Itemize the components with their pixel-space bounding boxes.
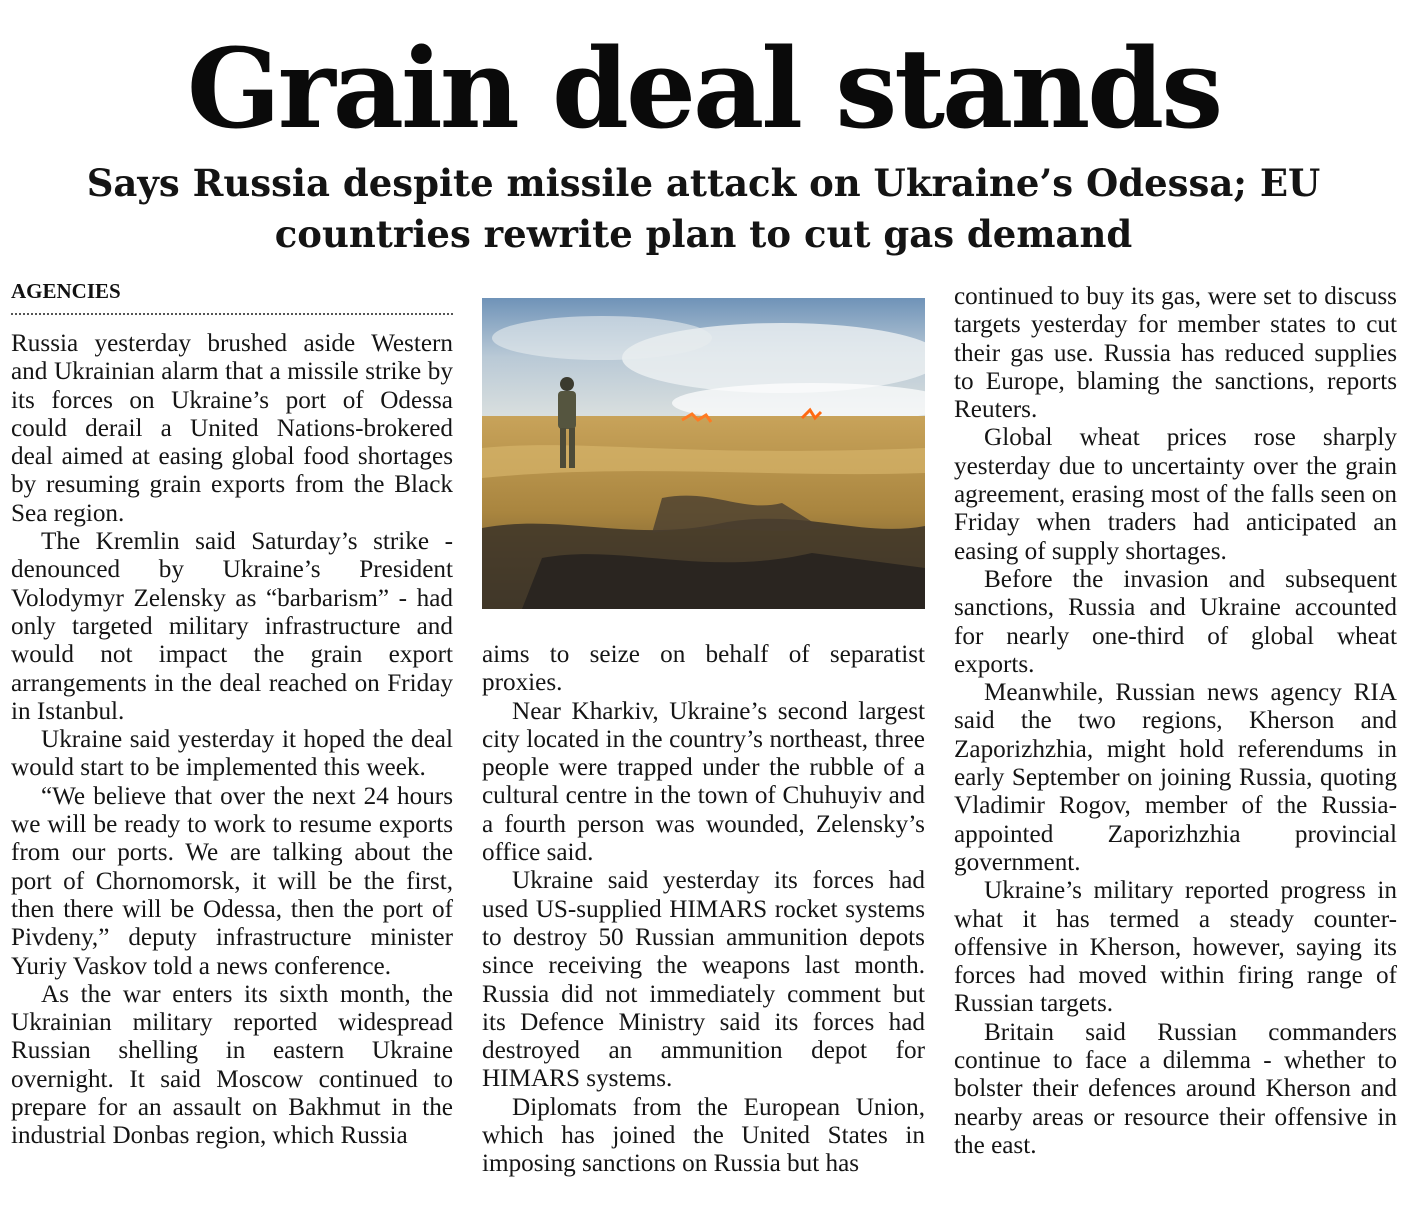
subheadline: Says Russia despite missile attack on Ukraine’s Odessa; EU countries rewrite plan to cut gas demand (86, 161, 1321, 256)
article-column-3 (954, 283, 1397, 1160)
paragraph: Ukraine said yesterday it hoped the deal would start to be implemented this week. (11, 726, 453, 782)
paragraph: Britain said Russian commanders continue to face a dilemma - whether to bolster their defences around Kherson and nearby areas or resource their offensive in the east. (954, 1018, 1397, 1159)
paragraph: As the war enters its sixth month, the Ukrainian military reported widespread Russian shelling in eastern Ukraine overnight. It said Moscow continued to prepare for an assault on Bakhmut in the industrial Donbas region, which Russia (11, 980, 453, 1150)
paragraph: Meanwhile, Russian news agency RIA said the two regions, Kherson and Zaporizhzhia, might hold referendums in early September on joining Russia, quoting Vladimir Rogov, member of the Russia-appointed Zaporizhzhia provincial government. (954, 679, 1397, 876)
paragraph: The Kremlin said Saturday’s strike - denounced by Ukraine’s President Volodymyr Zelensky as “barbarism” - had only targeted military infrastructure and would not impact the grain export arrangements in the deal reached on Friday in Istanbul. (11, 528, 453, 725)
soldier-in-burning-field-photo (482, 298, 925, 609)
article-column-1 (11, 330, 453, 1151)
paragraph: continued to buy its gas, were set to discuss targets yesterday for member states to cut their gas use. Russia has reduced supplies to Europe, blaming the sanctions, reports Reuters. (954, 283, 1397, 424)
paragraph: aims to seize on behalf of separatist proxies. (482, 641, 925, 697)
paragraph: Near Kharkiv, Ukraine’s second largest city located in the country’s northeast, three people were trapped under the rubble of a cultural centre in the town of Chuhuyiv and a fourth person was wounded, Zelensky’s office said. (482, 697, 925, 867)
paragraph: Before the invasion and subsequent sanctions, Russia and Ukraine accounted for nearly one-third of global wheat exports. (954, 565, 1397, 678)
paragraph: Global wheat prices rose sharply yesterday due to uncertainty over the grain agreement, erasing most of the falls seen on Friday when traders had anticipated an easing of supply shortages. (954, 424, 1397, 565)
paragraph: Ukraine’s military reported progress in what it has termed a steady counter-offensive in Kherson, however, saying its forces had moved within firing range of Russian targets. (954, 877, 1397, 1018)
paragraph: “We believe that over the next 24 hours we will be ready to work to resume exports from our ports. We are talking about the port of Chornomorsk, it will be the first, then there will be Odessa, then the port of Pivdeny,” deputy infrastructure minister Yuriy Vaskov told a news conference. (11, 782, 453, 980)
paragraph: Diplomats from the European Union, which has joined the United States in imposing sanctions on Russia but has (482, 1093, 925, 1178)
byline: AGENCIES (11, 279, 453, 315)
paragraph: Ukraine said yesterday its forces had used US-supplied HIMARS rocket systems to destroy 50 Russian ammunition depots since receiving the weapons last month. Russia did not immediately comment but its Defence Ministry said its forces had destroyed an ammunition depot for HIMARS systems. (482, 867, 925, 1093)
paragraph: Russia yesterday brushed aside Western and Ukrainian alarm that a missile strike by its forces on Ukraine’s port of Odessa could derail a United Nations-brokered deal aimed at easing global food shortages by resuming grain exports from the Black Sea region. (11, 330, 453, 527)
news-photo (482, 298, 925, 609)
headline: Grain deal stands (186, 24, 1221, 153)
article-column-2 (482, 641, 925, 1179)
